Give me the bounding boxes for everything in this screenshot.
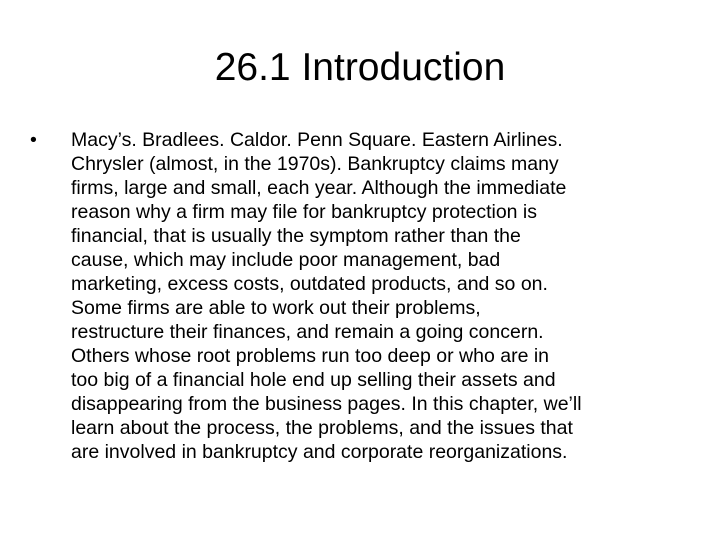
bullet-line: disappearing from the business pages. In this chapter, we’ll (71, 393, 582, 415)
slide-title: 26.1 Introduction (214, 46, 506, 89)
bullet-list (30, 128, 702, 464)
bullet-line: learn about the process, the problems, and the issues that (71, 417, 573, 439)
bullet-line: Macy’s. Bradlees. Caldor. Penn Square. Eastern Airlines. (71, 129, 563, 151)
bullet-line: Others whose root problems run too deep or who are in (71, 345, 550, 367)
bullet-line: too big of a financial hole end up selling their assets and (71, 369, 556, 391)
bullet-icon: • (30, 129, 37, 151)
bullet-line: Some firms are able to work out their problems, (71, 297, 481, 319)
bullet-item (30, 128, 702, 464)
bullet-line: reason why a firm may file for bankruptcy protection is (71, 201, 538, 223)
bullet-line: Chrysler (almost, in the 1970s). Bankruptcy claims many (71, 153, 559, 175)
bullet-line: marketing, excess costs, outdated products, and so on. (71, 273, 548, 295)
bullet-line: cause, which may include poor management, bad (71, 249, 501, 271)
bullet-line: firms, large and small, each year. Although the immediate (71, 177, 567, 199)
bullet-line: restructure their finances, and remain a going concern. (71, 321, 544, 343)
bullet-line: are involved in bankruptcy and corporate reorganizations. (71, 441, 568, 463)
bullet-line: financial, that is usually the symptom rather than the (71, 225, 521, 247)
